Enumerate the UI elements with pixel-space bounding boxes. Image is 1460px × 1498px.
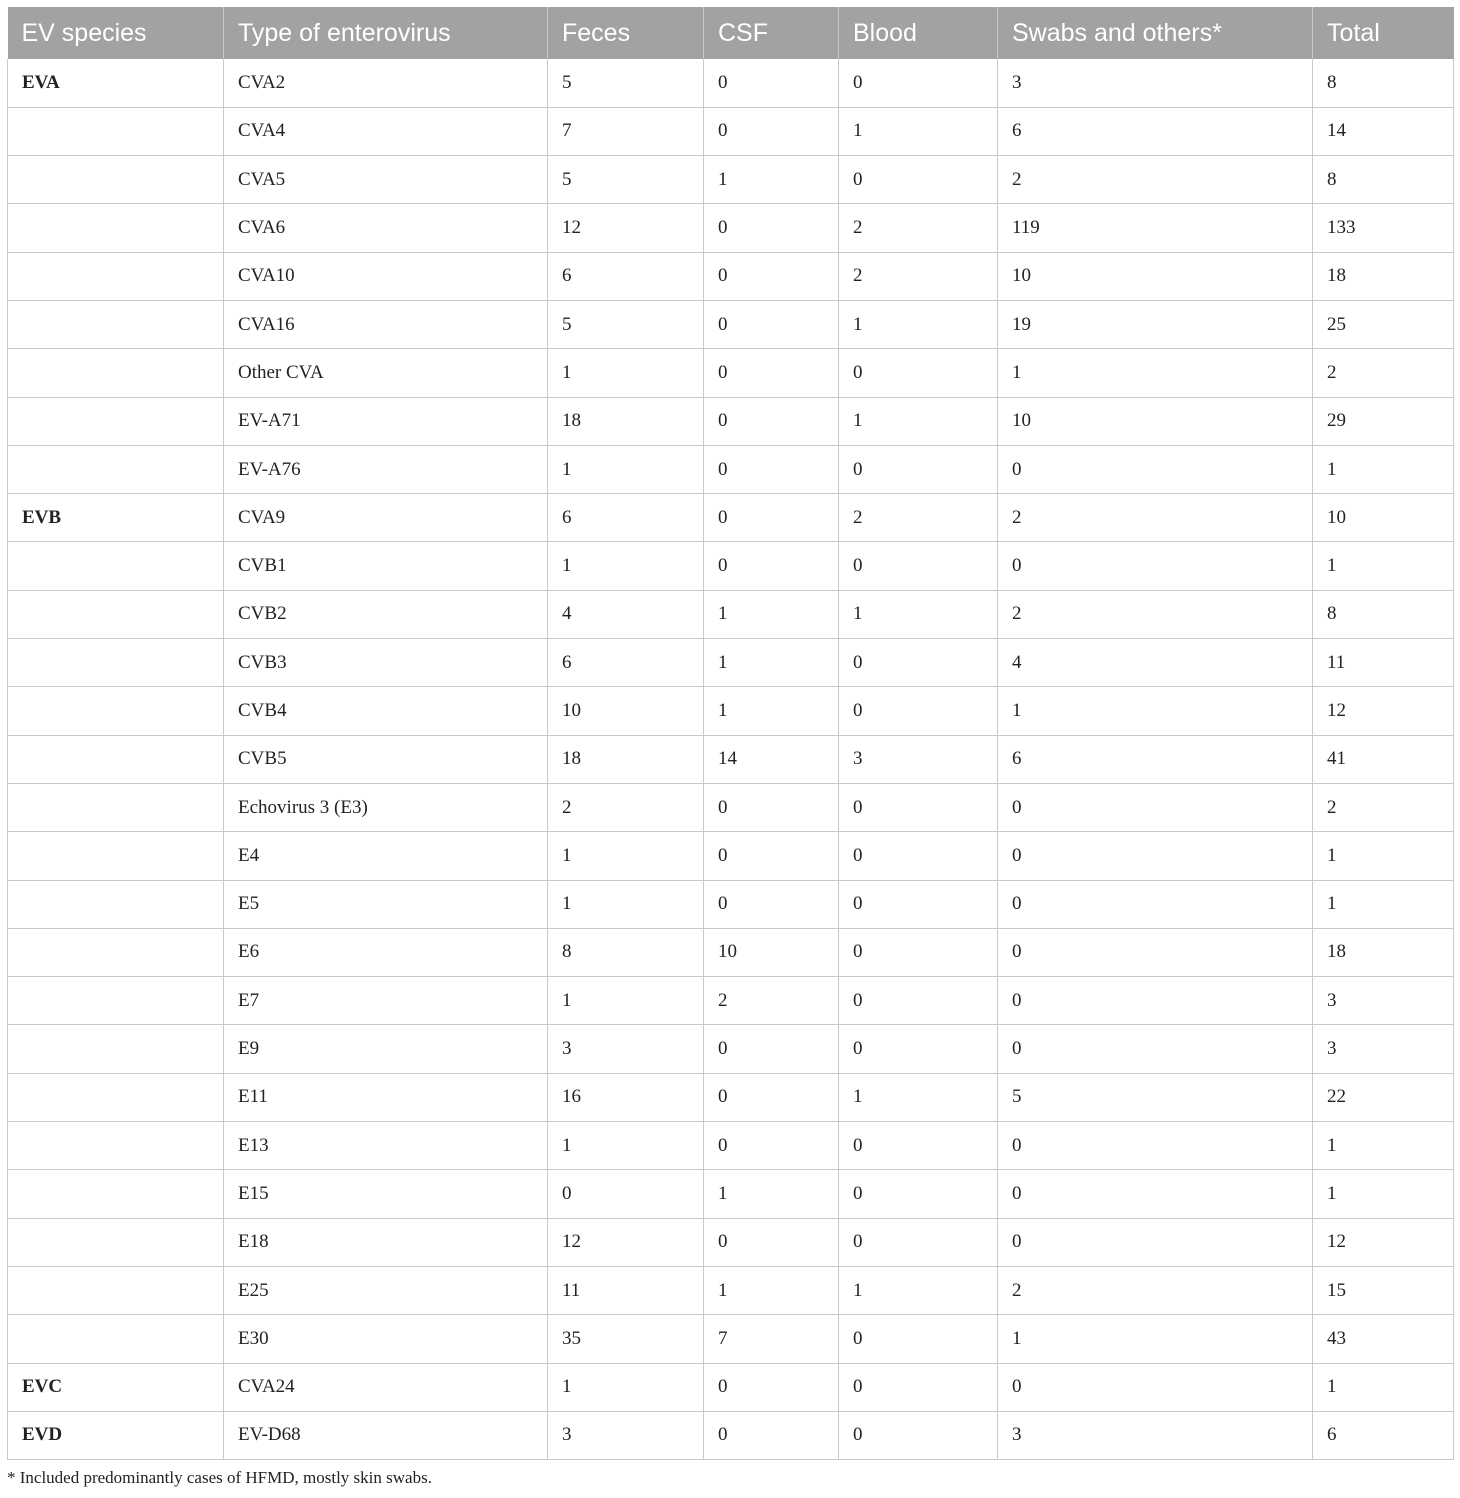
cell-type: CVA16 (224, 300, 548, 348)
cell-csf: 0 (704, 494, 839, 542)
cell-total: 3 (1313, 1025, 1454, 1073)
table-row (8, 397, 1454, 445)
cell-total: 11 (1313, 639, 1454, 687)
cell-feces: 1 (548, 445, 704, 493)
header-swabs: Swabs and others* (998, 7, 1313, 59)
cell-swabs: 0 (998, 928, 1313, 976)
cell-blood: 1 (839, 590, 998, 638)
cell-type: E7 (224, 977, 548, 1025)
cell-feces: 6 (548, 252, 704, 300)
table-row (8, 156, 1454, 204)
cell-swabs: 10 (998, 397, 1313, 445)
cell-blood: 2 (839, 204, 998, 252)
table-row (8, 832, 1454, 880)
cell-species (8, 1218, 224, 1266)
table-row (8, 252, 1454, 300)
cell-species (8, 928, 224, 976)
cell-feces: 0 (548, 1170, 704, 1218)
cell-csf: 0 (704, 1073, 839, 1121)
cell-blood: 1 (839, 1073, 998, 1121)
cell-species (8, 1073, 224, 1121)
cell-total: 2 (1313, 783, 1454, 831)
table-row (8, 1218, 1454, 1266)
cell-total: 1 (1313, 1363, 1454, 1411)
cell-swabs: 2 (998, 494, 1313, 542)
table-row (8, 1363, 1454, 1411)
cell-blood: 1 (839, 300, 998, 348)
cell-swabs: 1 (998, 1315, 1313, 1363)
table-row (8, 1315, 1454, 1363)
cell-swabs: 119 (998, 204, 1313, 252)
cell-species (8, 735, 224, 783)
cell-species (8, 687, 224, 735)
cell-species: EVB (8, 494, 224, 542)
cell-blood: 0 (839, 1411, 998, 1459)
cell-swabs: 0 (998, 832, 1313, 880)
cell-csf: 0 (704, 1411, 839, 1459)
cell-total: 25 (1313, 300, 1454, 348)
cell-species (8, 1266, 224, 1314)
cell-swabs: 6 (998, 107, 1313, 155)
cell-csf: 1 (704, 687, 839, 735)
cell-blood: 0 (839, 1122, 998, 1170)
cell-species (8, 107, 224, 155)
cell-swabs: 2 (998, 1266, 1313, 1314)
cell-total: 6 (1313, 1411, 1454, 1459)
cell-total: 8 (1313, 59, 1454, 107)
cell-blood: 0 (839, 349, 998, 397)
cell-feces: 1 (548, 542, 704, 590)
table-row (8, 494, 1454, 542)
cell-type: CVB1 (224, 542, 548, 590)
cell-feces: 6 (548, 639, 704, 687)
cell-blood: 2 (839, 252, 998, 300)
cell-csf: 14 (704, 735, 839, 783)
cell-blood: 0 (839, 1218, 998, 1266)
cell-feces: 7 (548, 107, 704, 155)
cell-species (8, 1122, 224, 1170)
cell-swabs: 0 (998, 977, 1313, 1025)
cell-swabs: 0 (998, 445, 1313, 493)
cell-csf: 0 (704, 1122, 839, 1170)
cell-total: 18 (1313, 252, 1454, 300)
cell-blood: 0 (839, 639, 998, 687)
cell-type: E13 (224, 1122, 548, 1170)
cell-total: 8 (1313, 590, 1454, 638)
table-row (8, 1073, 1454, 1121)
cell-species (8, 977, 224, 1025)
cell-csf: 0 (704, 880, 839, 928)
cell-species (8, 252, 224, 300)
cell-total: 43 (1313, 1315, 1454, 1363)
table-row (8, 1025, 1454, 1073)
cell-feces: 1 (548, 1122, 704, 1170)
cell-feces: 18 (548, 397, 704, 445)
cell-csf: 7 (704, 1315, 839, 1363)
cell-feces: 1 (548, 880, 704, 928)
cell-csf: 0 (704, 204, 839, 252)
cell-feces: 1 (548, 1363, 704, 1411)
cell-type: CVA10 (224, 252, 548, 300)
table-row (8, 300, 1454, 348)
cell-csf: 1 (704, 590, 839, 638)
cell-csf: 1 (704, 1266, 839, 1314)
cell-type: CVA2 (224, 59, 548, 107)
table-row (8, 977, 1454, 1025)
cell-swabs: 2 (998, 590, 1313, 638)
cell-csf: 0 (704, 349, 839, 397)
cell-swabs: 0 (998, 1363, 1313, 1411)
cell-type: E11 (224, 1073, 548, 1121)
cell-blood: 0 (839, 832, 998, 880)
cell-type: CVB5 (224, 735, 548, 783)
cell-swabs: 1 (998, 687, 1313, 735)
cell-csf: 0 (704, 783, 839, 831)
cell-species (8, 783, 224, 831)
header-blood: Blood (839, 7, 998, 59)
cell-total: 133 (1313, 204, 1454, 252)
cell-type: EV-A71 (224, 397, 548, 445)
enterovirus-table (7, 7, 1454, 1460)
cell-blood: 0 (839, 1363, 998, 1411)
cell-csf: 0 (704, 107, 839, 155)
table-row (8, 445, 1454, 493)
cell-csf: 0 (704, 832, 839, 880)
cell-type: CVA5 (224, 156, 548, 204)
cell-type: CVA4 (224, 107, 548, 155)
cell-blood: 3 (839, 735, 998, 783)
table-header (8, 7, 1454, 59)
cell-feces: 8 (548, 928, 704, 976)
cell-type: E15 (224, 1170, 548, 1218)
cell-blood: 0 (839, 542, 998, 590)
cell-total: 29 (1313, 397, 1454, 445)
cell-total: 41 (1313, 735, 1454, 783)
cell-csf: 0 (704, 1363, 839, 1411)
cell-species (8, 349, 224, 397)
cell-species (8, 542, 224, 590)
table-body (8, 59, 1454, 1460)
cell-total: 12 (1313, 1218, 1454, 1266)
cell-swabs: 3 (998, 59, 1313, 107)
cell-csf: 10 (704, 928, 839, 976)
cell-feces: 10 (548, 687, 704, 735)
cell-blood: 2 (839, 494, 998, 542)
cell-total: 1 (1313, 542, 1454, 590)
cell-swabs: 6 (998, 735, 1313, 783)
cell-type: CVA24 (224, 1363, 548, 1411)
cell-feces: 5 (548, 59, 704, 107)
cell-swabs: 0 (998, 1170, 1313, 1218)
cell-csf: 0 (704, 252, 839, 300)
cell-total: 15 (1313, 1266, 1454, 1314)
cell-type: Other CVA (224, 349, 548, 397)
cell-blood: 0 (839, 1170, 998, 1218)
cell-csf: 0 (704, 59, 839, 107)
cell-species (8, 1170, 224, 1218)
cell-total: 1 (1313, 880, 1454, 928)
cell-blood: 0 (839, 445, 998, 493)
cell-swabs: 0 (998, 1025, 1313, 1073)
cell-csf: 0 (704, 542, 839, 590)
cell-feces: 16 (548, 1073, 704, 1121)
cell-species: EVC (8, 1363, 224, 1411)
cell-species (8, 300, 224, 348)
cell-species: EVA (8, 59, 224, 107)
cell-blood: 0 (839, 687, 998, 735)
header-row (8, 7, 1454, 59)
cell-feces: 11 (548, 1266, 704, 1314)
cell-csf: 1 (704, 1170, 839, 1218)
cell-feces: 12 (548, 1218, 704, 1266)
cell-type: E9 (224, 1025, 548, 1073)
table-row (8, 1266, 1454, 1314)
cell-blood: 1 (839, 107, 998, 155)
cell-swabs: 0 (998, 1218, 1313, 1266)
cell-total: 22 (1313, 1073, 1454, 1121)
header-csf: CSF (704, 7, 839, 59)
cell-csf: 2 (704, 977, 839, 1025)
table-row (8, 735, 1454, 783)
header-total: Total (1313, 7, 1454, 59)
cell-type: E4 (224, 832, 548, 880)
cell-species (8, 590, 224, 638)
cell-total: 8 (1313, 156, 1454, 204)
cell-feces: 3 (548, 1025, 704, 1073)
cell-total: 12 (1313, 687, 1454, 735)
enterovirus-table-container (7, 7, 1453, 1460)
cell-feces: 1 (548, 977, 704, 1025)
cell-feces: 1 (548, 832, 704, 880)
cell-type: CVB3 (224, 639, 548, 687)
table-row (8, 687, 1454, 735)
cell-type: E18 (224, 1218, 548, 1266)
cell-total: 1 (1313, 832, 1454, 880)
cell-type: E6 (224, 928, 548, 976)
table-row (8, 349, 1454, 397)
cell-species: EVD (8, 1411, 224, 1459)
cell-blood: 1 (839, 397, 998, 445)
cell-feces: 35 (548, 1315, 704, 1363)
cell-species (8, 397, 224, 445)
table-row (8, 590, 1454, 638)
table-row (8, 107, 1454, 155)
cell-swabs: 0 (998, 880, 1313, 928)
cell-species (8, 156, 224, 204)
header-type: Type of enterovirus (224, 7, 548, 59)
cell-feces: 2 (548, 783, 704, 831)
cell-csf: 0 (704, 445, 839, 493)
cell-blood: 0 (839, 1315, 998, 1363)
cell-feces: 1 (548, 349, 704, 397)
table-row (8, 880, 1454, 928)
cell-csf: 0 (704, 1218, 839, 1266)
cell-total: 18 (1313, 928, 1454, 976)
cell-species (8, 1025, 224, 1073)
cell-swabs: 2 (998, 156, 1313, 204)
cell-swabs: 3 (998, 1411, 1313, 1459)
cell-swabs: 5 (998, 1073, 1313, 1121)
cell-feces: 18 (548, 735, 704, 783)
cell-csf: 1 (704, 639, 839, 687)
cell-swabs: 0 (998, 1122, 1313, 1170)
cell-type: E30 (224, 1315, 548, 1363)
cell-blood: 0 (839, 59, 998, 107)
cell-species (8, 445, 224, 493)
cell-type: EV-D68 (224, 1411, 548, 1459)
cell-total: 1 (1313, 1170, 1454, 1218)
cell-blood: 0 (839, 880, 998, 928)
cell-total: 10 (1313, 494, 1454, 542)
cell-blood: 0 (839, 977, 998, 1025)
cell-type: CVA9 (224, 494, 548, 542)
cell-feces: 5 (548, 156, 704, 204)
cell-total: 3 (1313, 977, 1454, 1025)
table-row (8, 783, 1454, 831)
cell-total: 2 (1313, 349, 1454, 397)
cell-swabs: 0 (998, 783, 1313, 831)
header-ev-species: EV species (8, 7, 224, 59)
cell-type: CVA6 (224, 204, 548, 252)
cell-swabs: 0 (998, 542, 1313, 590)
cell-type: Echovirus 3 (E3) (224, 783, 548, 831)
cell-csf: 1 (704, 156, 839, 204)
cell-csf: 0 (704, 397, 839, 445)
table-row (8, 1122, 1454, 1170)
cell-swabs: 4 (998, 639, 1313, 687)
cell-total: 1 (1313, 1122, 1454, 1170)
cell-total: 14 (1313, 107, 1454, 155)
cell-blood: 0 (839, 928, 998, 976)
cell-blood: 0 (839, 783, 998, 831)
cell-feces: 6 (548, 494, 704, 542)
cell-type: E5 (224, 880, 548, 928)
table-row (8, 204, 1454, 252)
cell-blood: 0 (839, 156, 998, 204)
cell-type: CVB4 (224, 687, 548, 735)
cell-type: CVB2 (224, 590, 548, 638)
cell-csf: 0 (704, 300, 839, 348)
cell-swabs: 10 (998, 252, 1313, 300)
table-row (8, 542, 1454, 590)
cell-type: E25 (224, 1266, 548, 1314)
table-row (8, 59, 1454, 107)
table-row (8, 1411, 1454, 1459)
table-row (8, 1170, 1454, 1218)
cell-species (8, 832, 224, 880)
cell-species (8, 204, 224, 252)
table-row (8, 639, 1454, 687)
cell-type: EV-A76 (224, 445, 548, 493)
cell-swabs: 1 (998, 349, 1313, 397)
cell-blood: 1 (839, 1266, 998, 1314)
header-feces: Feces (548, 7, 704, 59)
cell-feces: 5 (548, 300, 704, 348)
cell-feces: 4 (548, 590, 704, 638)
cell-feces: 3 (548, 1411, 704, 1459)
cell-species (8, 880, 224, 928)
table-row (8, 928, 1454, 976)
cell-blood: 0 (839, 1025, 998, 1073)
cell-csf: 0 (704, 1025, 839, 1073)
table-footnote: * Included predominantly cases of HFMD, mostly skin swabs. (7, 1468, 432, 1487)
cell-species (8, 1315, 224, 1363)
cell-species (8, 639, 224, 687)
cell-feces: 12 (548, 204, 704, 252)
cell-total: 1 (1313, 445, 1454, 493)
cell-swabs: 19 (998, 300, 1313, 348)
